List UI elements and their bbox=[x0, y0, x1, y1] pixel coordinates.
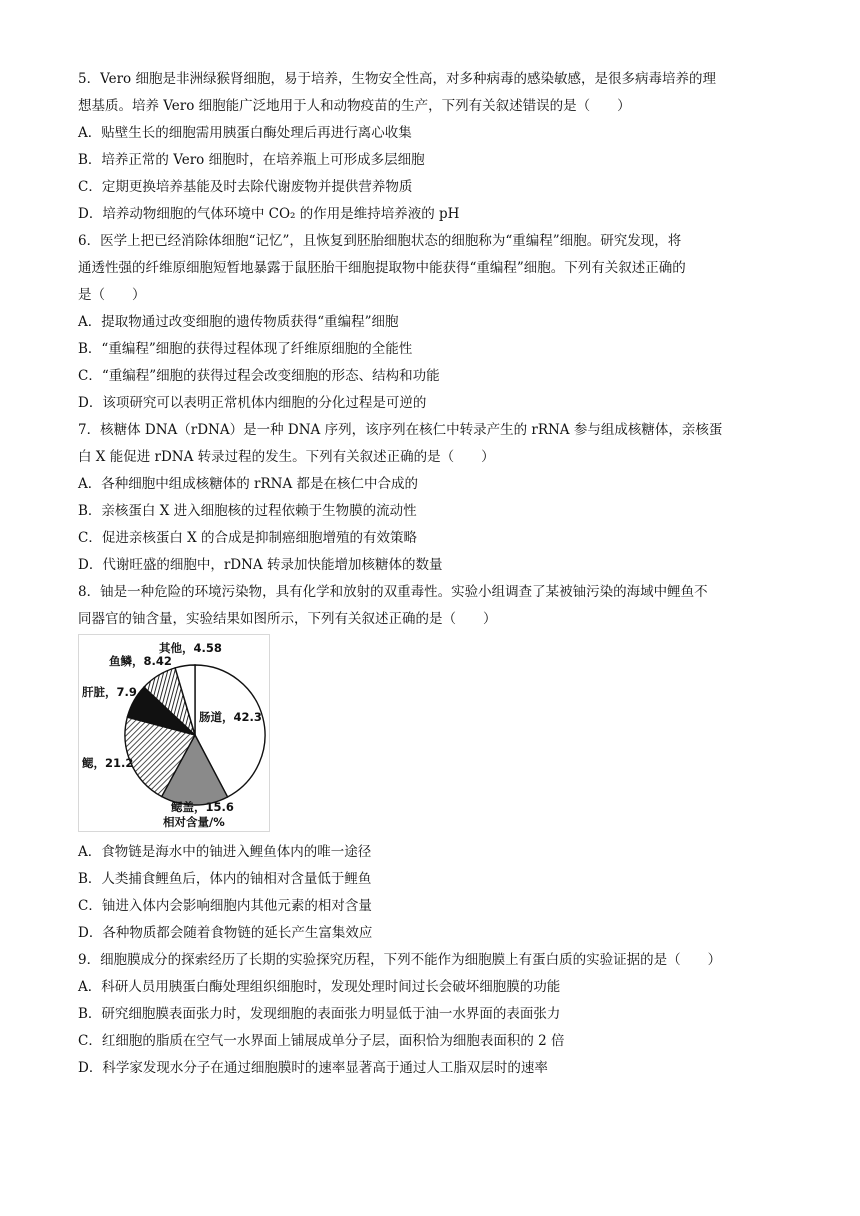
q8-option-a: A．食物链是海水中的铀进入鲤鱼体内的唯一途径 bbox=[78, 844, 372, 860]
q6-option-c: C．“重编程”细胞的获得过程会改变细胞的形态、结构和功能 bbox=[78, 368, 440, 384]
pie-slices bbox=[125, 665, 265, 805]
slice-label-intestine: 肠道，42.3 bbox=[199, 710, 262, 724]
q5-stem-line2: 想基质。培养 Vero 细胞能广泛地用于人和动物疫苗的生产，下列有关叙述错误的是（ ） bbox=[78, 98, 631, 114]
q9-stem-line1: 9．细胞膜成分的探索经历了长期的实验探究历程，下列不能作为细胞膜上有蛋白质的实验证据的是（ ） bbox=[78, 952, 722, 968]
q8-stem-line1: 8．铀是一种危险的环境污染物，具有化学和放射的双重毒性。实验小组调查了某被铀污染的海域中鲤鱼不 bbox=[78, 584, 708, 600]
q9-option-d: D．科学家发现水分子在通过细胞膜时的速率显著高于通过人工脂双层时的速率 bbox=[78, 1060, 548, 1076]
slice-label-scale: 鱼鳞，8.42 bbox=[109, 654, 172, 668]
q8-option-d: D．各种物质都会随着食物链的延长产生富集效应 bbox=[78, 925, 373, 941]
q5-option-d: D．培养动物细胞的气体环境中 CO₂ 的作用是维持培养液的 pH bbox=[78, 206, 460, 222]
q6-stem-line3: 是（ ） bbox=[78, 287, 146, 303]
q9-option-c: C．红细胞的脂质在空气一水界面上铺展成单分子层，面积恰为细胞表面积的 2 倍 bbox=[78, 1033, 565, 1049]
slice-label-gill: 鳃，21.2 bbox=[82, 756, 134, 770]
q6-option-b: B．“重编程”细胞的获得过程体现了纤维原细胞的全能性 bbox=[78, 341, 413, 357]
q5-option-a: A．贴壁生长的细胞需用胰蛋白酶处理后再进行离心收集 bbox=[78, 125, 412, 141]
q6-option-a: A．提取物通过改变细胞的遗传物质获得“重编程”细胞 bbox=[78, 314, 399, 330]
slice-label-liver: 肝脏，7.9 bbox=[82, 685, 137, 699]
q7-option-b: B．亲核蛋白 X 进入细胞核的过程依赖于生物膜的流动性 bbox=[78, 503, 417, 519]
q8-option-b: B．人类捕食鲤鱼后，体内的铀相对含量低于鲤鱼 bbox=[78, 871, 372, 887]
uranium-pie-figure bbox=[78, 634, 270, 832]
q7-stem-line1: 7．核糖体 DNA（rDNA）是一种 DNA 序列，该序列在核仁中转录产生的 rRNA 参与组成核糖体，亲核蛋 bbox=[78, 422, 723, 438]
q5-option-b: B．培养正常的 Vero 细胞时，在培养瓶上可形成多层细胞 bbox=[78, 152, 425, 168]
q7-stem-line2: 白 X 能促进 rDNA 转录过程的发生。下列有关叙述正确的是（ ） bbox=[78, 449, 495, 465]
q8-stem-line2: 同器官的铀含量，实验结果如图所示，下列有关叙述正确的是（ ） bbox=[78, 611, 497, 627]
q6-option-d: D．该项研究可以表明正常机体内细胞的分化过程是可逆的 bbox=[78, 395, 427, 411]
q6-stem-line2: 通透性强的纤维原细胞短暂地暴露于鼠胚胎干细胞提取物中能获得“重编程”细胞。下列有关叙述正确的 bbox=[78, 260, 686, 276]
slice-label-operculum: 鳃盖，15.6 bbox=[171, 800, 234, 814]
q8-option-c: C．铀进入体内会影响细胞内其他元素的相对含量 bbox=[78, 898, 372, 914]
q7-option-a: A．各种细胞中组成核糖体的 rRNA 都是在核仁中合成的 bbox=[78, 476, 419, 492]
pie-chart bbox=[79, 635, 269, 831]
slice-label-other: 其他，4.58 bbox=[159, 641, 222, 655]
q9-option-a: A．科研人员用胰蛋白酶处理组织细胞时，发现处理时间过长会破坏细胞膜的功能 bbox=[78, 979, 561, 995]
q9-option-b: B．研究细胞膜表面张力时，发现细胞的表面张力明显低于油一水界面的表面张力 bbox=[78, 1006, 561, 1022]
q6-stem-line1: 6．医学上把已经消除体细胞“记忆”，且恢复到胚胎细胞状态的细胞称为“重编程”细胞。研究发现，将 bbox=[78, 233, 682, 249]
q5-option-c: C．定期更换培养基能及时去除代谢废物并提供营养物质 bbox=[78, 179, 413, 195]
q5-stem-line1: 5．Vero 细胞是非洲绿猴肾细胞，易于培养，生物安全性高，对多种病毒的感染敏感，是很多病毒培养的理 bbox=[78, 71, 716, 87]
q7-option-c: C．促进亲核蛋白 X 的合成是抑制癌细胞增殖的有效策略 bbox=[78, 530, 418, 546]
axis-unit-label: 相对含量/% bbox=[163, 815, 225, 829]
q7-option-d: D．代谢旺盛的细胞中，rDNA 转录加快能增加核糖体的数量 bbox=[78, 557, 443, 573]
